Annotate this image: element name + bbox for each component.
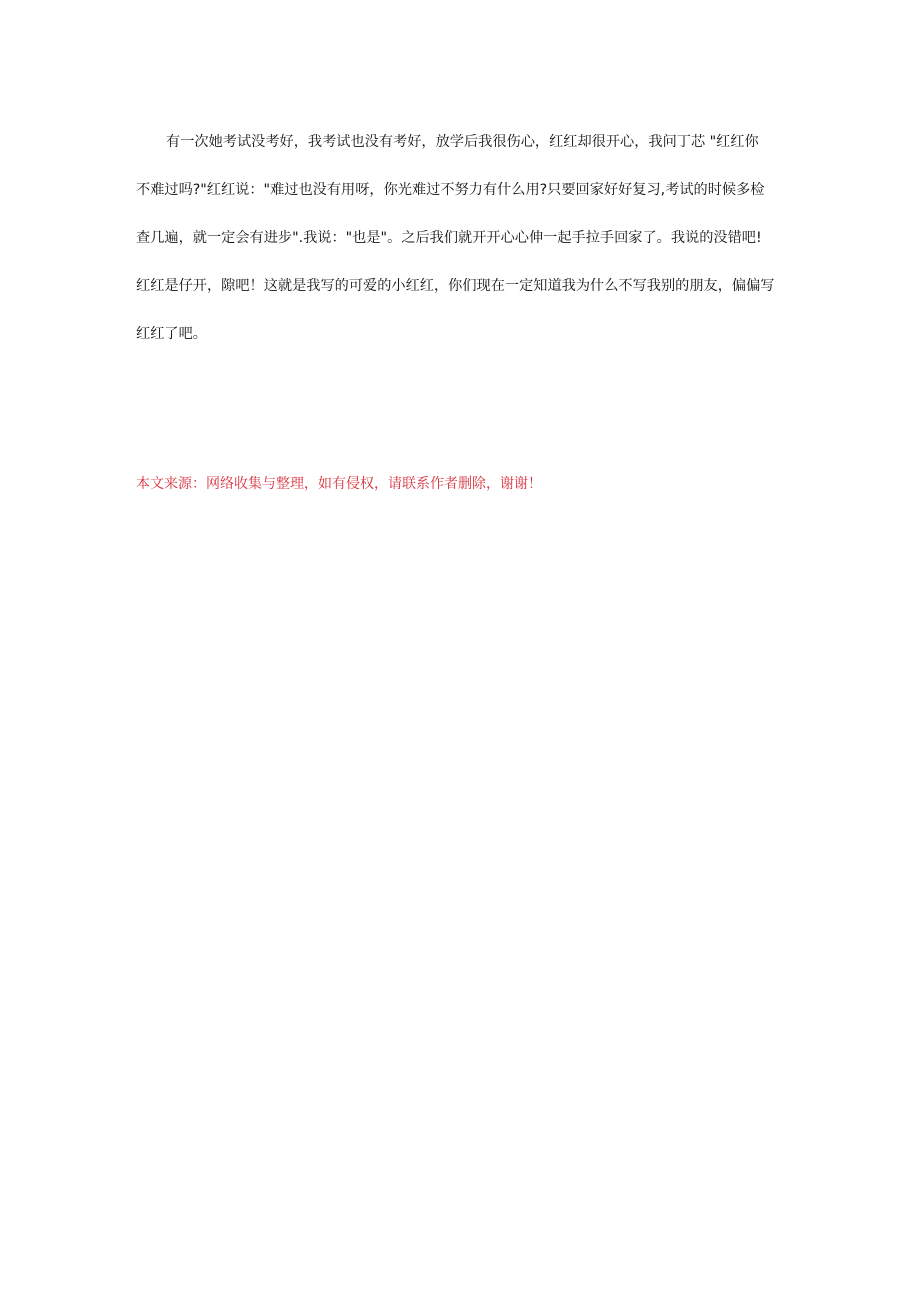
paragraph-line-1: 有一次她考试没考好，我考试也没有考好，放学后我很伤心，红红却很开心，我问丁芯 "红红你 (166, 134, 759, 150)
paragraph-line-3: 查几遍，就一定会有进步".我说："也是"。之后我们就开开心心伸一起手拉手回家了。我说的没错吧! (136, 230, 762, 246)
source-note: 本文来源：网络收集与整理，如有侵权，请联系作者删除，谢谢！ (136, 476, 542, 492)
paragraph-line-5: 红红了吧。 (136, 326, 207, 342)
paragraph-line-2: 不难过吗?"红红说："难过也没有用呀，你光难过不努力有什么用?只要回家好好复习,考试的时候多检 (136, 182, 765, 198)
paragraph-line-4: 红红是仔开，隙吧！这就是我写的可爱的小红红，你们现在一定知道我为什么不写我别的朋友，偏偏写 (136, 278, 775, 294)
